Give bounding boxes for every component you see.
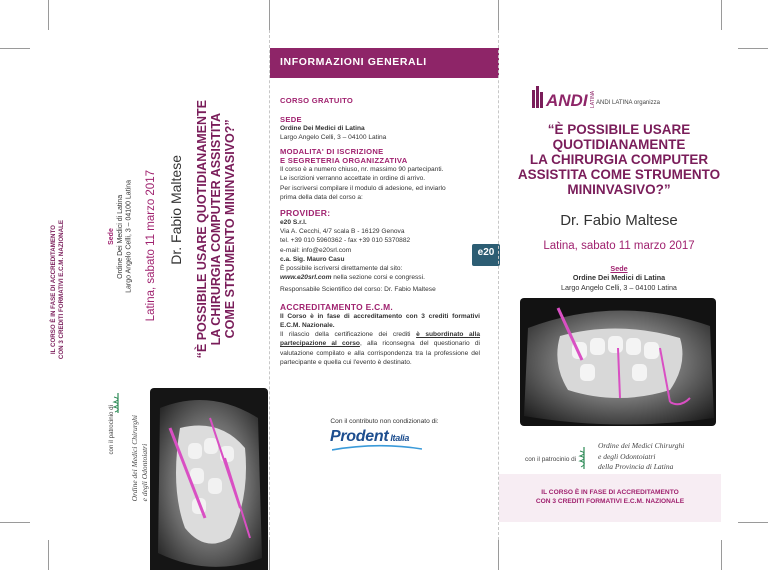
info-header-title: INFORMAZIONI GENERALI xyxy=(280,56,427,68)
right-title xyxy=(508,122,730,198)
dental-scan-image xyxy=(520,298,716,426)
cme-footer-text xyxy=(499,489,721,506)
andi-logo xyxy=(530,82,602,112)
e20-logo-text: e20 xyxy=(477,247,495,258)
right-patronage: con il patrocinio di xyxy=(525,456,577,463)
iscrizione-heading-line: MODALITA' DI ISCRIZIONE xyxy=(280,147,384,157)
provider-phone: tel. +39 010 5960362 - fax +39 010 5370882 xyxy=(280,237,411,245)
provider-email[interactable]: e-mail: info@e20srl.com xyxy=(280,246,352,254)
ecm-text xyxy=(280,330,480,367)
right-date: Latina, sabato 11 marzo 2017 xyxy=(543,240,695,252)
title-line: LA CHIRURGIA COMPUTER ASSISTITA xyxy=(209,112,223,346)
sede-name: Ordine Dei Medici di Latina xyxy=(572,273,666,283)
provider-site-line-1: È possibile iscriversi direttamente dal sito: xyxy=(280,265,403,273)
provider-site-link[interactable]: www.e20srl.com xyxy=(280,274,332,282)
provider-name: e20 S.r.l. xyxy=(280,219,307,226)
crop-mark xyxy=(721,0,722,30)
info-header xyxy=(270,48,499,78)
provider-site-line-2 xyxy=(280,273,480,282)
crop-mark xyxy=(721,540,722,570)
provider-heading: PROVIDER: xyxy=(280,208,331,218)
right-doctor: Dr. Fabio Maltese xyxy=(560,212,678,229)
crop-mark xyxy=(738,522,768,523)
ordine-line: e degli Odontoiatri xyxy=(598,451,656,461)
dental-scan-image xyxy=(150,388,268,570)
sede-address: Largo Angelo Celli, 3 – 04100 Latina xyxy=(280,134,387,142)
ordine-line: Ordine dei Medici Chirurghi xyxy=(130,415,139,502)
iscrizione-line: Le iscrizioni verranno accettate in ordine di arrivo. xyxy=(280,175,426,183)
title-line: ASSISTITA COME STRUMENTO xyxy=(517,167,721,183)
crop-mark xyxy=(738,48,768,49)
andi-logo-subtext: LATINA xyxy=(590,90,596,108)
left-sede xyxy=(108,180,134,293)
ordine-line: della Provincia di Latina xyxy=(598,462,674,471)
right-sede xyxy=(508,264,730,292)
title-line: LA CHIRURGIA COMPUTER xyxy=(529,152,709,168)
andi-logo-text: ANDI xyxy=(546,91,588,110)
fold-line xyxy=(269,30,270,540)
iscrizione-line: Per iscriversi compilare il modulo di adesione, ed inviarlo xyxy=(280,184,446,192)
iscrizione-text xyxy=(280,165,480,202)
fold-line xyxy=(498,30,499,540)
caduceus-icon xyxy=(110,392,126,414)
cme-footer xyxy=(499,474,721,522)
title-line: “È POSSIBILE USARE xyxy=(547,122,691,137)
sede-name: Ordine Dei Medici di Latina xyxy=(280,125,365,132)
ordine-line: e degli Odontoiatri xyxy=(140,443,150,502)
provider-address: Via A. Cecchi, 4/7 scala B - 16129 Genova xyxy=(280,228,405,236)
crop-mark xyxy=(48,0,49,30)
sede-label: Sede xyxy=(610,264,628,273)
sponsor-note: Con il contributo non condizionato di: xyxy=(330,418,439,425)
title-line: MININVASIVO?” xyxy=(567,182,671,198)
title-line: COME STRUMENTO MININVASIVO?” xyxy=(223,119,237,339)
ecm-heading: ACCREDITAMENTO E.C.M. xyxy=(280,301,394,312)
ecm-bold-text: Il Corso è in fase di accreditamento con 3 crediti formativi E.C.M. Nazionale. xyxy=(280,312,480,329)
middle-panel xyxy=(280,96,495,367)
left-date: Latina, sabato 11 marzo 2017 xyxy=(145,170,157,322)
crop-mark xyxy=(0,48,30,49)
provider-responsible: Responsabile Scientifico del corso: Dr. Fabio Maltese xyxy=(280,285,436,293)
crop-mark xyxy=(498,540,499,570)
e20-logo xyxy=(472,244,500,266)
title-line: QUOTIDIANAMENTE xyxy=(552,137,686,153)
sede-address: Largo Angelo Celli, 3 – 04100 Latina xyxy=(125,180,133,293)
crop-mark xyxy=(48,540,49,570)
cme-footer-line: IL CORSO È IN FASE DI ACCREDITAMENTO xyxy=(541,489,679,496)
prodent-logo-text: Prodent xyxy=(330,428,389,445)
crop-mark xyxy=(0,522,30,523)
sede-address: Largo Angelo Celli, 3 – 04100 Latina xyxy=(561,282,677,292)
ecm-text-part: , alla riconsegna del questionario di valutazione compilato e alla corrispondenza tra la professione del partecipante e quella cui l'evento è destinato. xyxy=(280,340,480,366)
iscrizione-heading-line: E SEGRETERIA ORGANIZZATIVA xyxy=(280,155,408,165)
iscrizione-line: prima della data del corso a: xyxy=(280,193,363,201)
left-patronage: con il patrocinio di xyxy=(108,405,115,455)
left-doctor: Dr. Fabio Maltese xyxy=(168,155,184,265)
iscrizione-heading xyxy=(280,148,480,165)
crop-mark xyxy=(498,0,499,30)
iscrizione-line: Il corso è a numero chiuso, nr. massimo 90 partecipanti. xyxy=(280,166,444,174)
left-panel xyxy=(50,70,270,530)
provider-contact: c.a. Sig. Mauro Casu xyxy=(280,255,345,263)
ecm-text-part: Il rilascio della certificazione dei crediti xyxy=(280,331,417,339)
sede-name: Ordine Dei Medici di Latina xyxy=(116,194,124,279)
right-ordine xyxy=(598,441,684,473)
crop-mark xyxy=(269,0,270,30)
left-cme-notice xyxy=(50,220,66,359)
crop-mark xyxy=(269,540,270,570)
title-line: “È POSSIBILE USARE QUOTIDIANAMENTE xyxy=(195,100,209,359)
andi-organizer: ANDI LATINA organizza xyxy=(596,100,660,106)
provider-site-suffix: nella sezione corsi e congressi. xyxy=(331,274,425,282)
sede-label: Sede xyxy=(108,228,115,245)
ecm-text-underlined: è subordinato alla partecipazione al corso xyxy=(280,331,480,348)
prodent-logo-suffix: Italia xyxy=(390,433,410,443)
corso-gratuito-heading: CORSO GRATUITO xyxy=(280,96,354,105)
left-title xyxy=(195,100,237,358)
prodent-swoosh-icon xyxy=(332,444,422,452)
ordine-line: Ordine dei Medici Chirurghi xyxy=(598,441,685,450)
cme-line: IL CORSO È IN FASE DI ACCREDITAMENTO xyxy=(50,225,57,355)
sede-heading: SEDE xyxy=(280,115,302,124)
cme-line: CON 3 CREDITI FORMATIVI E.C.M. NAZIONALE xyxy=(58,220,66,360)
caduceus-icon xyxy=(576,446,592,470)
cme-footer-line: CON 3 CREDITI FORMATIVI E.C.M. NAZIONALE xyxy=(535,497,685,505)
